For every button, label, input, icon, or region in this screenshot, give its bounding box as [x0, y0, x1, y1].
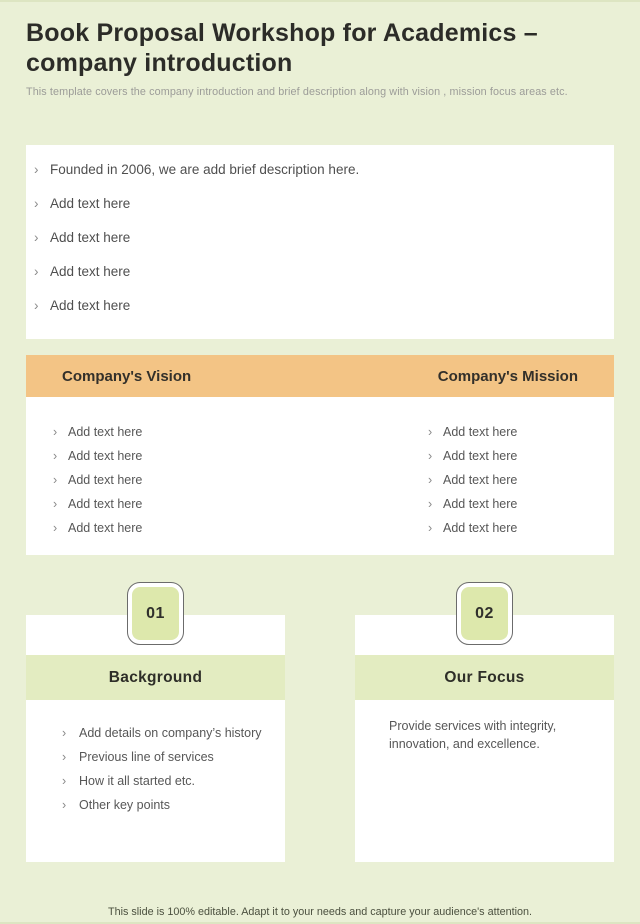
bullet-icon: › — [34, 263, 39, 279]
bullet-icon: › — [62, 750, 67, 764]
badge-wrap — [26, 582, 285, 645]
bullet-icon: › — [62, 726, 67, 740]
bullet-text: Add text here — [443, 473, 518, 487]
bullet-icon: › — [53, 521, 58, 535]
bullet-item — [62, 725, 267, 742]
card-title-our-focus: Our Focus — [355, 655, 614, 700]
bullet-item — [428, 492, 614, 516]
card-our-focus — [355, 582, 614, 862]
card-number: 01 — [132, 587, 179, 640]
bullet-icon: › — [53, 425, 58, 439]
bullet-icon: › — [34, 229, 39, 245]
bullet-item — [62, 797, 267, 814]
bullet-text: Other key points — [79, 798, 171, 812]
bullet-item — [34, 225, 600, 249]
bullet-icon: › — [62, 798, 67, 812]
intro-bullet-list — [34, 157, 600, 317]
bullet-item — [53, 492, 320, 516]
bullet-text: Add details on company’s history — [79, 726, 262, 740]
background-bullet-list — [26, 725, 285, 814]
bullet-text: Add text here — [68, 497, 143, 511]
bullet-item — [34, 293, 600, 317]
card-body-background — [26, 615, 285, 862]
bullet-item — [34, 259, 600, 283]
footer-note: This slide is 100% editable. Adapt it to your needs and capture your audience's attention. — [107, 906, 532, 918]
card-number: 02 — [461, 587, 508, 640]
badge-wrap — [355, 582, 614, 645]
bullet-icon: › — [428, 521, 433, 535]
bullet-icon: › — [428, 425, 433, 439]
bullet-item — [428, 444, 614, 468]
bullet-icon: › — [62, 774, 67, 788]
our-focus-paragraph: Provide services with integrity, innovation, and excellence. — [389, 719, 557, 751]
page-subtitle: This template covers the company introduction and brief description along with vision , mission focus areas etc. — [26, 86, 568, 98]
card-title-background: Background — [26, 655, 285, 700]
card-body-our-focus — [355, 615, 614, 862]
bullet-item — [428, 468, 614, 492]
bullet-icon: › — [53, 473, 58, 487]
bullet-text: Add text here — [68, 521, 143, 535]
bullet-text: Add text here — [68, 425, 143, 439]
bullet-item — [53, 516, 320, 540]
bullet-text: Add text here — [443, 497, 518, 511]
bullet-icon: › — [428, 497, 433, 511]
bullet-item — [62, 749, 267, 766]
bullet-text: Founded in 2006, we are add brief description here. — [50, 161, 360, 177]
vision-bullet-list — [26, 420, 320, 555]
bullet-icon: › — [428, 473, 433, 487]
bullet-item — [53, 420, 320, 444]
bullet-text: How it all started etc. — [79, 774, 196, 788]
bullet-item — [34, 157, 600, 181]
card-number-badge-02 — [456, 582, 513, 645]
mission-title: Company's Mission — [437, 367, 578, 385]
bullet-item — [53, 444, 320, 468]
bullet-item — [62, 773, 267, 790]
bullet-icon: › — [34, 195, 39, 211]
bullet-text: Add text here — [443, 425, 518, 439]
bullet-icon: › — [53, 449, 58, 463]
bullet-text: Previous line of services — [79, 750, 214, 764]
bullet-text: Add text here — [50, 195, 131, 211]
card-background — [26, 582, 285, 862]
bullet-text: Add text here — [68, 449, 143, 463]
bullet-icon: › — [34, 161, 39, 177]
mission-bullet-list — [320, 420, 614, 555]
bullet-text: Add text here — [443, 521, 518, 535]
bullet-item — [428, 420, 614, 444]
bullet-text: Add text here — [443, 449, 518, 463]
vision-mission-header-bar — [26, 355, 614, 397]
bullet-icon: › — [53, 497, 58, 511]
bullet-icon: › — [34, 297, 39, 313]
bullet-text: Add text here — [50, 297, 131, 313]
card-number-badge-01 — [127, 582, 184, 645]
intro-box — [26, 145, 614, 339]
bullet-item — [428, 516, 614, 540]
vision-title: Company's Vision — [62, 367, 192, 385]
vision-mission-body — [26, 397, 614, 555]
bullet-text: Add text here — [68, 473, 143, 487]
cards-row — [26, 582, 614, 862]
bullet-item — [53, 468, 320, 492]
bullet-icon: › — [428, 449, 433, 463]
bullet-text: Add text here — [50, 263, 131, 279]
bullet-item — [34, 191, 600, 215]
bullet-text: Add text here — [50, 229, 131, 245]
page-title: Book Proposal Workshop for Academics – company introduction — [26, 19, 538, 77]
